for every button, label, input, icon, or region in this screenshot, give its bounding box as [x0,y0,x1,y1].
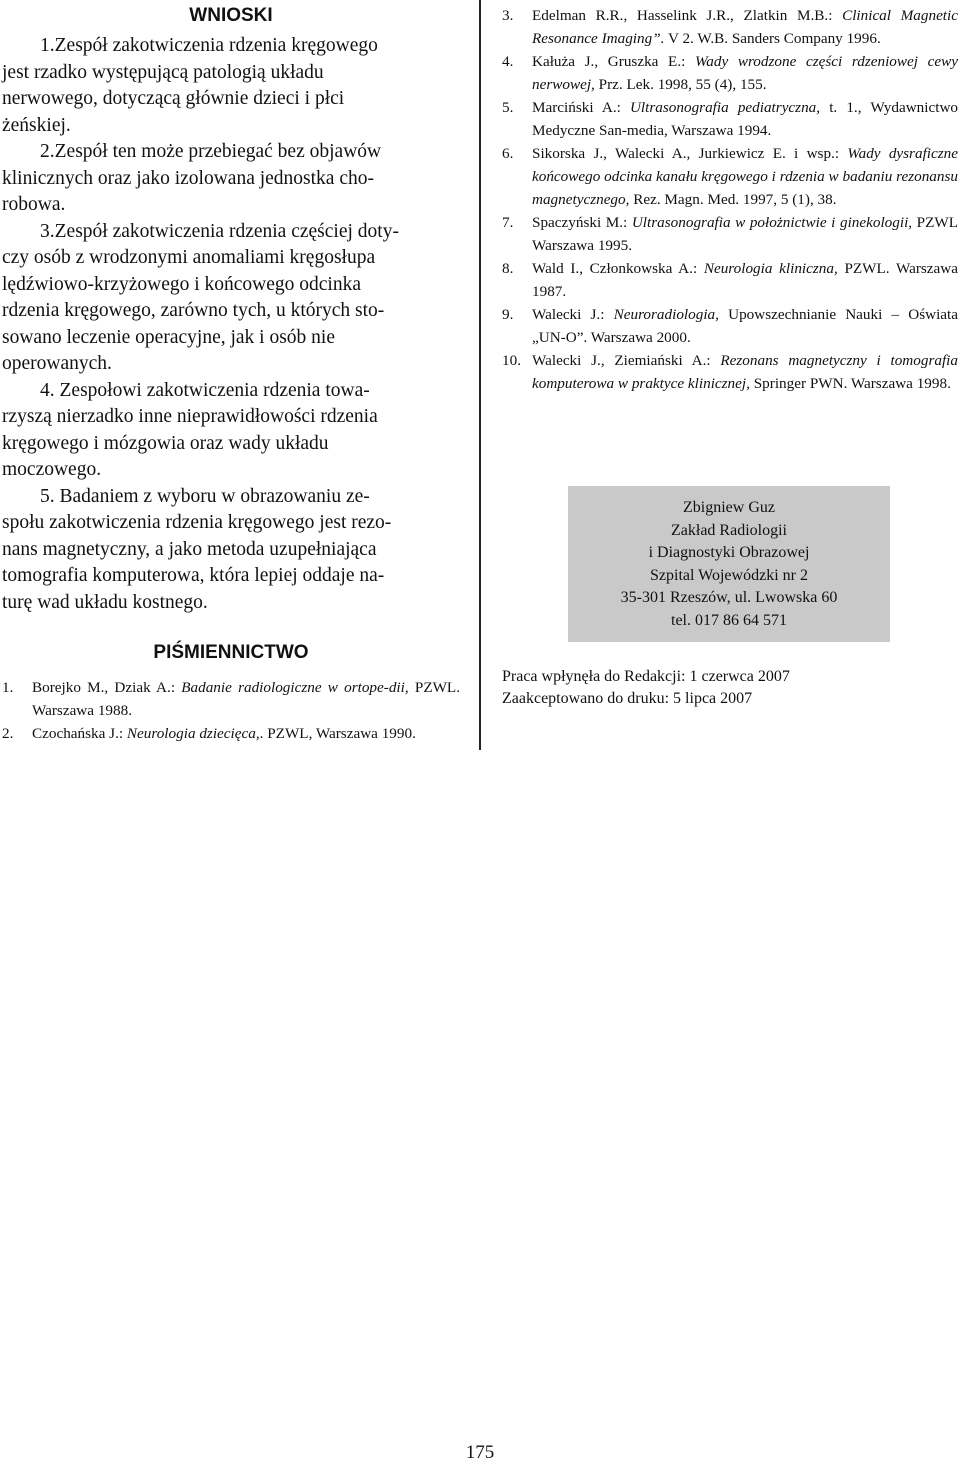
conclusion-line: kręgowego i mózgowia oraz wady układu [2,432,329,454]
department-line-2: i Diagnostyki Obrazowej [648,544,810,561]
reference-number: 1. [2,679,14,696]
reference-number: 10. [502,352,521,369]
conclusion-1 [2,33,460,139]
conclusion-line: rdzenia kręgowego, zarówno tych, u których sto- [2,300,385,321]
reference-number: 4. [502,53,514,70]
conclusion-line: czy osób z wrodzonymi anomaliami kręgosłupa [2,247,376,268]
reference-authors: Borejko M., Dziak A.: [32,679,182,696]
conclusion-line: operowanych. [2,353,112,374]
reference-item [502,257,958,303]
reference-title: Neurologia kliniczna, [703,260,838,277]
submission-dates [502,666,790,710]
reference-details: , PZWL. Warszawa 1988. [32,679,461,719]
bibliography-heading: PIŚMIENNICTWO [153,642,309,663]
reference-details: . PZWL, Warszawa 1990. [259,725,416,742]
reference-details: Prz. Lek. 1998, 55 (4), 155. [594,76,767,93]
conclusion-line: turę wad układu kostnego. [2,591,208,613]
conclusion-2 [2,139,460,219]
reference-item [502,96,958,142]
author-affiliation-box [568,486,890,642]
reference-authors: Walecki J.: [532,306,614,323]
reference-details: t. 1., Wydawnictwo Medyczne San-media, Warszawa 1994. [532,99,959,139]
conclusion-line: lędźwiowo-krzyżowego i końcowego odcinka [2,273,362,295]
conclusions-heading: WNIOSKI [189,5,273,26]
reference-number: 3. [502,7,514,24]
reference-item [502,211,958,257]
reference-details: Springer PWN. Warszawa 1998. [749,375,951,392]
reference-title: Wady wrodzone części rdzeniowej cewy nerwowej, [532,53,958,93]
left-column [2,2,460,745]
conclusion-line: rzyszą nierzadko inne nieprawidłowości rdzenia [2,406,378,427]
phone: tel. 017 86 64 571 [671,611,787,629]
received-date: Praca wpłynęła do Redakcji: 1 czerwca 2007 [502,668,790,685]
reference-details: PZWL. Warszawa 1987. [532,260,958,300]
conclusion-4 [2,378,460,484]
reference-authors: Spaczyński M.: [532,214,632,231]
reference-item [502,349,958,395]
reference-item [502,303,958,349]
reference-number: 2. [2,725,14,742]
conclusion-line: nans magnetyczny, a jako metoda uzupełniająca [2,538,377,560]
conclusion-line: klinicznych oraz jako izolowana jednostka cho- [2,167,374,189]
page-number: 175 [465,1442,495,1463]
conclusion-line: 2.Zespół ten może przebiegać bez objawów [40,141,382,162]
conclusion-line: 1.Zespół zakotwiczenia rdzenia kręgowego [40,35,378,56]
conclusion-line: 3.Zespół zakotwiczenia rdzenia częściej doty- [40,220,399,242]
conclusion-line: robowa. [2,194,66,215]
reference-list-right [502,4,958,395]
reference-authors: Edelman R.R., Hasselink J.R., Zlatkin M.B.: [532,7,843,24]
reference-authors: Wald I., Członkowska A.: [532,260,704,277]
reference-item [2,722,460,745]
reference-authors: Marciński A.: [532,99,630,116]
reference-item [2,676,460,722]
conclusion-3 [2,219,460,378]
reference-authors: Kałuża J., Gruszka E.: [532,53,695,70]
reference-title: Rezonans magnetyczny i tomografia komputerowa w praktyce klinicznej, [532,352,958,392]
conclusion-5 [2,484,460,617]
reference-number: 9. [502,306,514,323]
reference-item [502,50,958,96]
reference-authors: Czochańska J.: [32,725,127,742]
reference-title: Ultrasonografia w położnictwie i ginekologii, [631,214,913,231]
reference-title: Ultrasonografia pediatryczna, [629,99,821,116]
department-line-1: Zakład Radiologii [671,521,787,539]
conclusion-line: 5. Badaniem z wyboru w obrazowaniu ze- [40,485,370,507]
conclusion-line: nerwowego, dotyczącą głównie dzieci i płci [2,88,345,109]
reference-title: Neuroradiologia, [613,306,719,323]
conclusion-line: społu zakotwiczenia rdzenia kręgowego jest rezo- [2,512,392,533]
reference-item [502,4,958,50]
conclusion-line: tomografia komputerowa, która lepiej oddaje na- [2,565,385,586]
column-divider [479,0,481,750]
conclusion-line: sowano leczenie operacyjne, jak i osób nie [2,326,335,348]
reference-title: Clinical Magnetic Resonance Imaging”. [532,7,958,47]
author-name: Zbigniew Guz [683,499,775,516]
reference-number: 6. [502,145,514,162]
reference-title: Neurologia dziecięca, [126,725,260,742]
reference-details: Rez. Magn. Med. 1997, 5 (1), 38. [629,191,837,208]
address: 35-301 Rzeszów, ul. Lwowska 60 [620,589,838,606]
reference-list-left [2,676,460,745]
reference-number: 7. [502,214,514,231]
reference-details: PZWL Warszawa 1995. [532,214,959,254]
conclusion-line: żeńskiej. [2,114,71,136]
accepted-date: Zaakceptowano do druku: 5 lipca 2007 [502,690,753,707]
reference-item [502,142,958,211]
reference-details: Upowszechnianie Nauki – Oświata „UN-O”. Warszawa 2000. [532,306,958,346]
reference-authors: Sikorska J., Walecki A., Jurkiewicz E. i wsp.: [532,145,848,162]
reference-title: Badanie radiologiczne w ortope-dii [181,679,405,696]
reference-title: Wady dysraficzne końcowego odcinka kanału kręgowego i rdzenia w badaniu rezonansu magnetycznego, [532,145,958,208]
right-column [502,4,958,395]
reference-number: 8. [502,260,514,277]
conclusion-line: jest rzadko występującą patologią układu [2,61,324,83]
reference-number: 5. [502,99,514,116]
reference-authors: Walecki J., Ziemiański A.: [532,352,721,369]
conclusion-line: 4. Zespołowi zakotwiczenia rdzenia towa- [40,379,370,401]
reference-details: V 2. W.B. Sanders Company 1996. [664,30,881,47]
conclusion-line: moczowego. [2,459,102,480]
hospital-name: Szpital Wojewódzki nr 2 [650,566,808,584]
